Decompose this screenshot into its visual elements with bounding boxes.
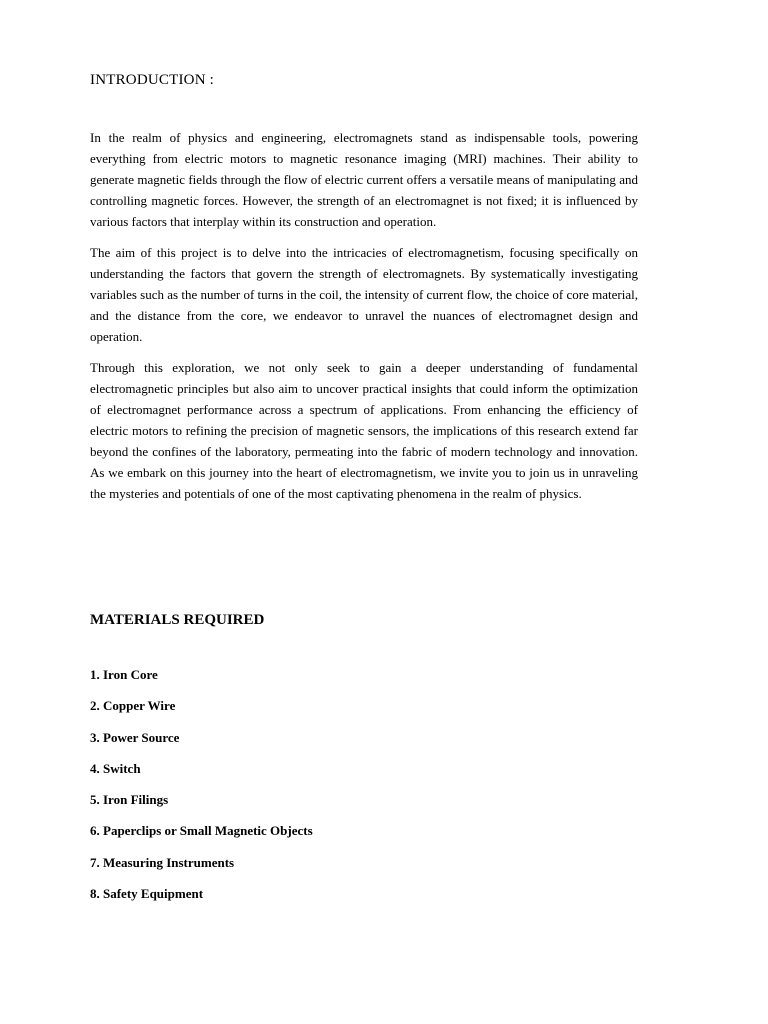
materials-list-item: 7. Measuring Instruments <box>90 854 235 870</box>
materials-list-item: 3. Power Source <box>90 729 180 745</box>
materials-list-item: 1. Iron Core <box>90 667 158 682</box>
materials-list-item: 6. Paperclips or Small Magnetic Objects <box>90 823 313 839</box>
materials-list-item: 5. Iron Filings <box>90 792 169 808</box>
materials-list <box>90 666 313 916</box>
introduction-body <box>90 127 638 514</box>
introduction-paragraph: In the realm of physics and engineering, electromagnets stand as indispensable tools, powering everything from electric motors to magnetic resonance imaging (MRI) machines. Their ability to generate magnetic fields through the flow of electric current offers a versatile means of manipulating and controlling magnetic forces. However, the strength of an electromagnet is not fixed; it is influenced by various factors that interplay within its construction and operation. <box>90 130 638 229</box>
introduction-paragraph: Through this exploration, we not only seek to gain a deeper understanding of fundamental electromagnetic principles but also aim to uncover practical insights that could inform the optimization of electromagnet performance across a spectrum of applications. From enhancing the efficiency of electric motors to refining the precision of magnetic sensors, the implications of this research extend far beyond the confines of the laboratory, permeating into the fabric of modern technology and innovation. As we embark on this journey into the heart of electromagnetism, we invite you to join us in unraveling the mysteries and potentials of one of the most captivating phenomena in the realm of physics. <box>90 360 638 501</box>
materials-heading: MATERIALS REQUIRED <box>90 612 265 628</box>
materials-list-item: 8. Safety Equipment <box>90 886 204 902</box>
introduction-heading: INTRODUCTION : <box>90 72 215 88</box>
materials-list-item: 4. Switch <box>90 760 141 776</box>
materials-list-item: 2. Copper Wire <box>90 698 176 714</box>
introduction-paragraph: The aim of this project is to delve into the intricacies of electromagnetism, focusing specifically on understanding the factors that govern the strength of electromagnets. By systematically investigating variables such as the number of turns in the coil, the intensity of current flow, the choice of core material, and the distance from the core, we endeavor to unravel the nuances of electromagnet design and operation. <box>90 245 638 344</box>
